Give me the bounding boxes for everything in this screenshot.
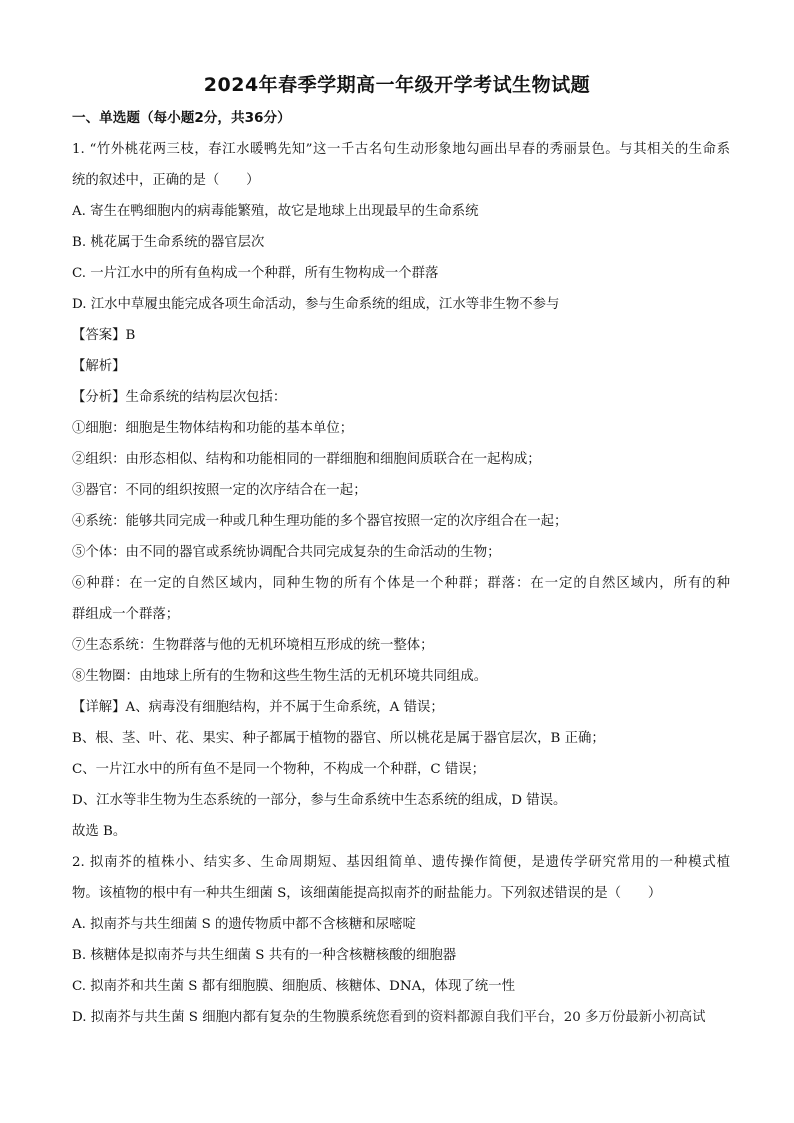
q2-option-a: A. 拟南芥与共生细菌 S 的遗传物质中都不含核糖和尿嘧啶 [72,917,416,932]
q1-detail-a: 【详解】A、病毒没有细胞结构，并不属于生命系统，A 错误； [72,700,444,715]
q1-analysis-heading: 【解析】 [72,359,126,374]
document-body [72,103,730,1033]
q1-stem-line-1: 1. “竹外桃花两三枝，春江水暖鸭先知”这一千古名句生动形象地勾画出早春的秀丽景色。与其相关的生命系 [72,142,730,157]
q1-level-biosphere: ⑧生物圈：由地球上所有的生物和这些生物生活的无机环境共同组成。 [72,669,488,684]
q1-answer: 【答案】B [72,328,136,343]
q1-level-population: ⑥种群：在一定的自然区域内，同种生物的所有个体是一个种群；群落：在一定的自然区域内，所有的种 [72,576,730,591]
q1-level-tissue: ②组织：由形态相似、结构和功能相同的一群细胞和细胞间质联合在一起构成； [72,452,541,467]
q1-level-system: ④系统：能够共同完成一种或几种生理功能的多个器官按照一定的次序组合在一起； [72,514,568,529]
q2-option-d [72,1002,730,1033]
q1-analysis-intro: 【分析】生命系统的结构层次包括： [72,390,287,405]
section-heading: 一、单选题（每小题2分，共36分） [72,110,291,126]
q2-option-c: C. 拟南芥和共生菌 S 都有细胞膜、细胞质、核糖体、DNA，体现了统一性 [72,979,516,994]
q1-level-cell: ①细胞：细胞是生物体结构和功能的基本单位； [72,421,354,436]
q2-stem-line-1: 2. 拟南芥的植株小、结实多、生命周期短、基因组简单、遗传操作简便，是遗传学研究常用的一种模式植 [72,855,730,870]
page-title: 2024年春季学期高一年级开学考试生物试题 [203,74,591,96]
q1-option-b: B. 桃花属于生命系统的器官层次 [72,235,265,250]
q1-detail-d: D、江水等非生物为生态系统的一部分，参与生命系统中生态系统的组成，D 错误。 [72,793,567,808]
q1-conclusion: 故选 B。 [72,824,127,839]
q1-level-individual: ⑤个体：由不同的器官或系统协调配合共同完成复杂的生命活动的生物； [72,545,501,560]
q1-option-d: D. 江水中草履虫能完成各项生命活动，参与生命系统的组成，江水等非生物不参与 [72,297,560,312]
q1-level-organ: ③器官：不同的组织按照一定的次序结合在一起； [72,483,367,498]
q2-stem-line-2: 物。该植物的根中有一种共生细菌 S，该细菌能提高拟南芥的耐盐能力。下列叙述错误的是（ ） [72,886,662,901]
watermark-text: 您看到的资料都源自我们平台，20 多万份最新小初高试 [376,1010,706,1025]
q1-detail-b: B、根、茎、叶、花、果实、种子都属于植物的器官、所以桃花是属于器官层次，B 正确； [72,731,605,746]
q1-level-community: 群组成一个群落； [72,607,180,622]
q1-stem-line-2: 统的叙述中，正确的是（ ） [72,173,260,188]
q1-level-ecosystem: ⑦生态系统：生物群落与他的无机环境相互形成的统一整体； [72,638,434,653]
q1-detail-c: C、一片江水中的所有鱼不是同一个物种，不构成一个种群，C 错误； [72,762,486,777]
q2-option-d-text: D. 拟南芥与共生菌 S 细胞内都有复杂的生物膜系统 [72,1010,377,1025]
q2-option-b: B. 核糖体是拟南芥与共生细菌 S 共有的一种含核糖核酸的细胞器 [72,948,457,963]
q1-option-c: C. 一片江水中的所有鱼构成一个种群，所有生物构成一个群落 [72,266,439,281]
q1-option-a: A. 寄生在鸭细胞内的病毒能繁殖，故它是地球上出现最早的生命系统 [72,204,479,219]
